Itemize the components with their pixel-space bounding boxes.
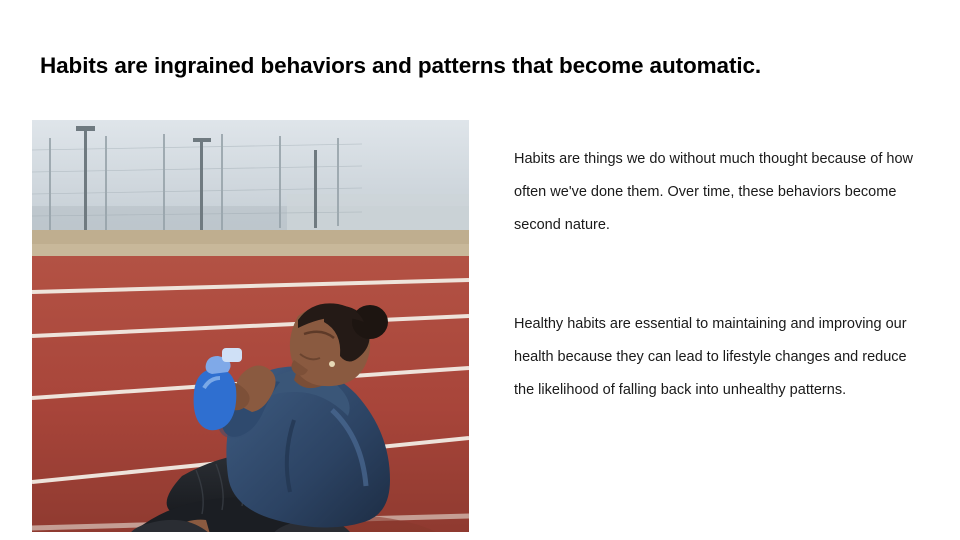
- slide-image: [32, 120, 469, 532]
- page-title: Habits are ingrained behaviors and patterns that become automatic.: [40, 53, 762, 78]
- body-paragraph-2: Healthy habits are essential to maintaining and improving our health because they can lead to lifestyle changes and reduce the likelihood of falling back into unhealthy patterns.: [514, 315, 907, 398]
- body-paragraph-1: Habits are things we do without much thought because of how often we've done them. Over time, these behaviors become second nature.: [514, 150, 913, 233]
- body-text-column: [514, 128, 914, 421]
